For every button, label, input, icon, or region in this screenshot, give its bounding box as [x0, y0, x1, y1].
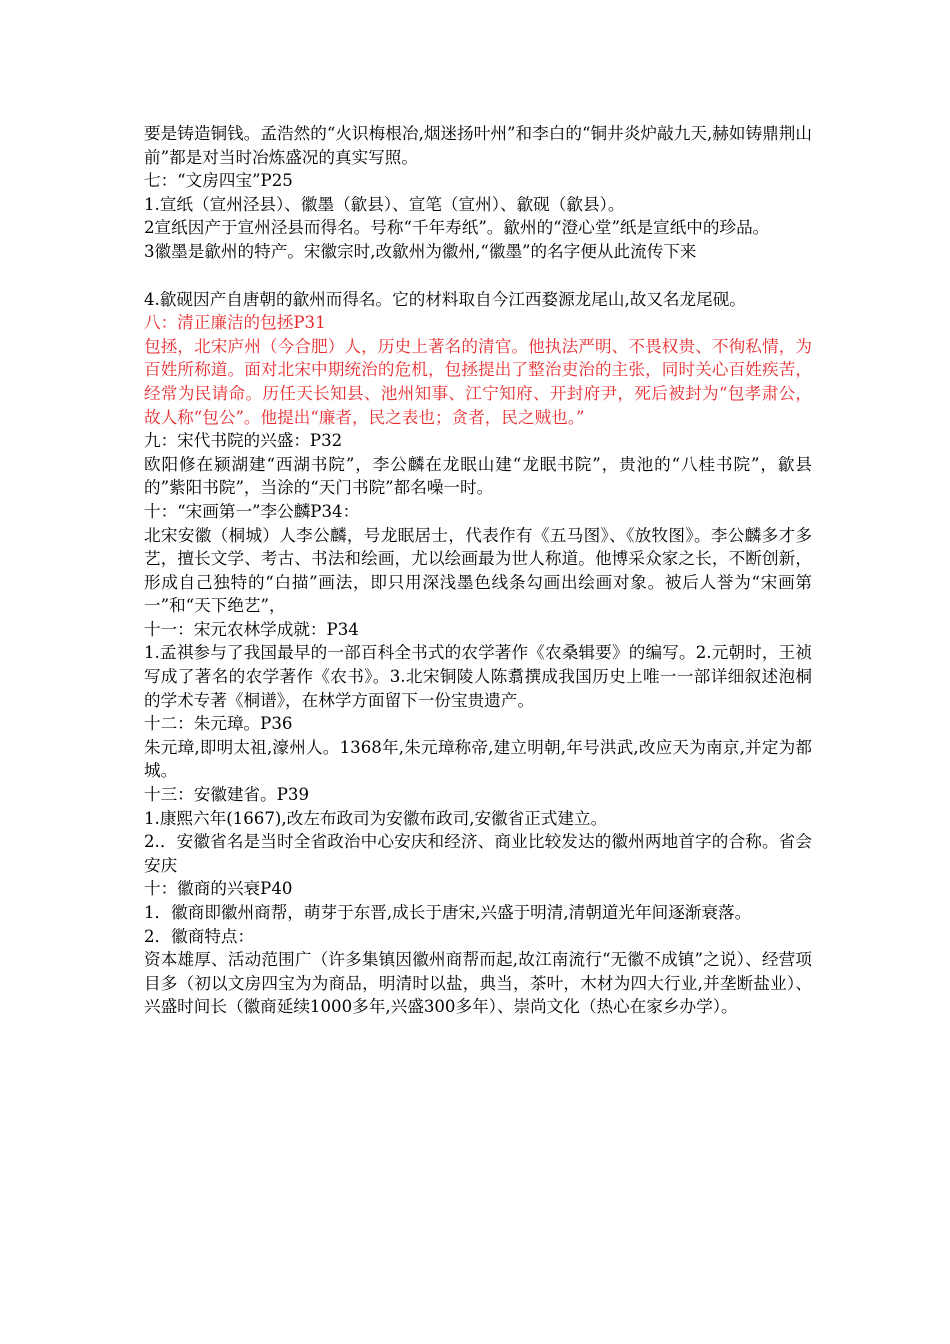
heading-anhui-jiansheng: 十三：安徽建省。P39	[144, 785, 310, 805]
paragraph-bao-zheng: 包拯，北宋庐州（今合肥）人，历史上著名的清官。他执法严明、不畏权贵、不徇私情，为百姓所称道。面对北宋中期统治的危机，包拯提出了整治吏治的主张，同时关心百姓疾苦，经常为民请命。历任天长知县、池州知事、江宁知府、开封府尹，死后被封为“包孝肃公，故人称“包公”。他提出“廉者，民之表也；贪者，民之贼也。”	[144, 336, 812, 427]
paragraph-huimo: 3徽墨是歙州的特产。宋徽宗时,改歙州为徽州,“徽墨”的名字便从此流传下来	[144, 241, 697, 261]
heading-li-gonglin: 十：“宋画第一”李公麟P34：	[144, 501, 360, 521]
heading-shuyuan: 九：宋代书院的兴盛：P32	[144, 431, 343, 451]
paragraph-sheyan: 4.歙砚因产自唐朝的歙州而得名。它的材料取自今江西婺源龙尾山,故又名龙尾砚。	[144, 289, 746, 309]
paragraph-anhui-2: 2.．安徽省名是当时全省政治中心安庆和经济、商业比较发达的徽州两地首字的合称。省会安庆	[144, 832, 812, 875]
document-page	[144, 122, 812, 1019]
heading-bao-zheng: 八：清正廉洁的包拯P31	[144, 313, 326, 333]
paragraph-huishang-features: 资本雄厚、活动范围广（许多集镇因徽州商帮而起,故江南流行“无徽不成镇”之说）、经营项目多（初以文房四宝为为商品，明清时以盐，典当，茶叶，木材为四大行业,并垄断盐业）、兴盛时间长（徽商延续1000多年,兴盛300多年）、崇尚文化（热心在家乡办学）。	[144, 950, 812, 1017]
paragraph-huishang-2: 2．徽商特点：	[144, 926, 255, 946]
paragraph-intro: 要是铸造铜钱。孟浩然的“火识梅根冶,烟迷扬叶州”和李白的“铜井炎炉敲九天,赫如铸鼎荆山前”都是对当时冶炼盛况的真实写照。	[144, 124, 812, 167]
paragraph-li-gonglin: 北宋安徽（桐城）人李公麟，号龙眠居士，代表作有《五马图》、《放牧图》。李公麟多才多艺，擅长文学、考古、书法和绘画，尤以绘画最为世人称道。他博采众家之长，不断创新，形成自己独特的“白描”画法，即只用深浅墨色线条勾画出绘画对象。被后人誉为“宋画第一”和“天下绝艺”，	[144, 525, 812, 616]
paragraph-xuanzhi: 2宣纸因产于宣州泾县而得名。号称“千年寿纸”。歙州的“澄心堂”纸是宣纸中的珍品。	[144, 218, 770, 238]
paragraph-anhui-1: 1.康熙六年(1667),改左布政司为安徽布政司,安徽省正式建立。	[144, 808, 608, 828]
heading-huishang: 十：徽商的兴衰P40	[144, 879, 293, 899]
heading-zhu-yuanzhang: 十二：朱元璋。P36	[144, 714, 293, 734]
paragraph-shuyuan: 欧阳修在颍湖建“西湖书院”，李公麟在龙眠山建“龙眠书院”，贵池的“八桂书院”，歙县的”紫阳书院”，当涂的“天门书院”都名噪一时。	[144, 454, 812, 498]
paragraph-wenfang-list: 1.宣纸（宣州泾县）、徽墨（歙县）、宣笔（宣州）、歙砚（歙县）。	[144, 194, 625, 214]
paragraph-nonglin: 1.孟祺参与了我国最早的一部百科全书式的农学著作《农桑辑要》的编写。2.元朝时，王祯写成了著名的农学著作《农书》。3.北宋铜陵人陈翥撰成我国历史上唯一一部详细叙述泡桐的学术专著《桐谱》，在林学方面留下一份宝贵遗产。	[144, 643, 812, 710]
paragraph-huishang-1: 1．徽商即徽州商帮，萌芽于东晋,成长于唐宋,兴盛于明清,清朝道光年间逐渐衰落。	[144, 903, 752, 922]
heading-wenfang-sibao: 七：“文房四宝”P25	[144, 171, 293, 191]
heading-nonglin: 十一：宋元农林学成就：P34	[144, 619, 359, 639]
paragraph-zhu-yuanzhang: 朱元璋,即明太祖,濠州人。1368年,朱元璋称帝,建立明朝,年号洪武,改应天为南京,并定为都城。	[144, 737, 812, 781]
